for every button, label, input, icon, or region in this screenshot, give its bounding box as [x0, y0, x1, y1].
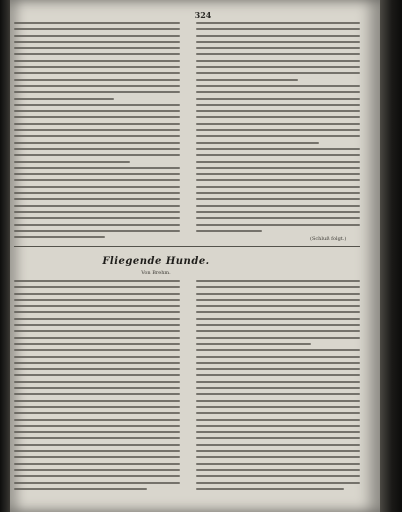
text-line: [196, 167, 360, 169]
text-line: [196, 123, 360, 125]
page-number: 324: [194, 10, 212, 20]
text-line: [196, 211, 360, 213]
text-line: [14, 236, 105, 238]
text-line: [14, 475, 180, 477]
text-line: [14, 98, 114, 100]
text-line: [196, 161, 360, 163]
text-line: [196, 41, 360, 43]
text-line: [14, 173, 180, 175]
text-line: [14, 356, 180, 358]
text-line: [14, 299, 180, 301]
text-line: [14, 406, 180, 408]
article-byline: Von Brehm.: [141, 270, 171, 276]
text-line: [196, 482, 360, 484]
text-line: [196, 104, 360, 106]
text-line: [14, 431, 180, 433]
text-line: [14, 91, 180, 93]
text-line: [196, 406, 360, 408]
text-line: [196, 469, 360, 471]
text-line: [14, 469, 180, 471]
text-line: [196, 456, 360, 458]
text-line: [14, 437, 180, 439]
text-line: [196, 28, 360, 30]
text-line: [14, 412, 180, 414]
upper-right-text-column: [196, 22, 360, 236]
text-line: [196, 475, 360, 477]
text-line: [196, 437, 360, 439]
text-line: [14, 374, 180, 376]
text-line: [14, 116, 180, 118]
text-line: [14, 161, 130, 163]
text-line: [196, 419, 360, 421]
text-line: [196, 230, 262, 232]
text-line: [196, 205, 360, 207]
upper-left-text-column: [14, 22, 180, 242]
text-line: [14, 104, 180, 106]
text-line: [14, 488, 147, 490]
text-line: [196, 362, 360, 364]
text-line: [14, 387, 180, 389]
text-line: [14, 53, 180, 55]
text-line: [196, 286, 360, 288]
text-line: [14, 211, 180, 213]
text-line: [196, 110, 360, 112]
text-line: [196, 431, 360, 433]
text-line: [14, 463, 180, 465]
text-line: [14, 456, 180, 458]
text-line: [196, 343, 311, 345]
text-line: [14, 186, 180, 188]
text-line: [196, 47, 360, 49]
text-line: [14, 419, 180, 421]
text-line: [14, 72, 180, 74]
text-line: [196, 142, 319, 144]
text-line: [196, 400, 360, 402]
text-line: [14, 293, 180, 295]
text-line: [196, 154, 360, 156]
text-line: [196, 198, 360, 200]
text-line: [14, 362, 180, 364]
text-line: [14, 280, 180, 282]
text-line: [196, 60, 360, 62]
text-line: [14, 425, 180, 427]
text-line: [196, 311, 360, 313]
text-line: [14, 205, 180, 207]
text-line: [14, 330, 180, 332]
text-line: [14, 179, 180, 181]
text-line: [14, 393, 180, 395]
text-line: [14, 450, 180, 452]
text-line: [14, 343, 180, 345]
text-line: [14, 28, 180, 30]
text-line: [14, 286, 180, 288]
text-line: [196, 374, 360, 376]
text-line: [14, 444, 180, 446]
text-line: [14, 167, 180, 169]
text-line: [196, 393, 360, 395]
text-line: [196, 116, 360, 118]
text-line: [196, 463, 360, 465]
text-line: [14, 85, 180, 87]
text-line: [14, 123, 180, 125]
text-line: [196, 35, 360, 37]
text-line: [14, 368, 180, 370]
text-line: [14, 47, 180, 49]
text-line: [14, 198, 180, 200]
text-line: [196, 299, 360, 301]
text-line: [196, 129, 360, 131]
text-line: [196, 91, 360, 93]
text-line: [14, 400, 180, 402]
text-line: [14, 35, 180, 37]
text-line: [196, 318, 360, 320]
text-line: [14, 79, 180, 81]
text-line: [196, 337, 360, 339]
book-spine-shadow: [0, 0, 10, 512]
text-line: [14, 337, 180, 339]
text-line: [14, 66, 180, 68]
text-line: [196, 98, 360, 100]
text-line: [14, 230, 180, 232]
text-line: [14, 129, 180, 131]
text-line: [196, 192, 360, 194]
article-title: Fliegende Hunde.: [102, 256, 210, 267]
text-line: [196, 186, 360, 188]
text-line: [196, 179, 360, 181]
text-line: [14, 224, 180, 226]
text-line: [14, 482, 180, 484]
text-line: [196, 488, 344, 490]
text-line: [196, 356, 360, 358]
text-line: [196, 305, 360, 307]
text-line: [196, 387, 360, 389]
text-line: [14, 305, 180, 307]
text-line: [196, 79, 298, 81]
text-line: [14, 324, 180, 326]
text-line: [196, 330, 360, 332]
page-edge-shadow: [380, 0, 402, 512]
text-line: [14, 41, 180, 43]
text-line: [196, 66, 360, 68]
lower-right-text-column: [196, 280, 360, 494]
text-line: [196, 381, 360, 383]
continuation-note: (Schluß folgt.): [310, 236, 347, 242]
text-line: [196, 85, 360, 87]
text-line: [14, 60, 180, 62]
text-line: [14, 318, 180, 320]
text-line: [14, 148, 180, 150]
text-line: [14, 217, 180, 219]
text-line: [196, 349, 360, 351]
text-line: [196, 425, 360, 427]
text-line: [14, 381, 180, 383]
text-line: [196, 72, 360, 74]
text-line: [14, 154, 180, 156]
text-line: [196, 224, 360, 226]
text-line: [196, 217, 360, 219]
lower-left-text-column: [14, 280, 180, 494]
text-line: [196, 22, 360, 24]
text-line: [14, 142, 180, 144]
text-line: [14, 22, 180, 24]
text-line: [196, 444, 360, 446]
text-line: [196, 450, 360, 452]
text-line: [14, 110, 180, 112]
text-line: [196, 148, 360, 150]
text-line: [196, 53, 360, 55]
text-line: [14, 192, 180, 194]
text-line: [14, 311, 180, 313]
text-line: [14, 349, 180, 351]
text-line: [196, 324, 360, 326]
text-line: [14, 135, 180, 137]
text-line: [196, 173, 360, 175]
text-line: [196, 280, 360, 282]
text-line: [196, 293, 360, 295]
text-line: [196, 135, 360, 137]
text-line: [196, 412, 360, 414]
text-line: [196, 368, 360, 370]
section-divider-rule: [14, 246, 360, 247]
